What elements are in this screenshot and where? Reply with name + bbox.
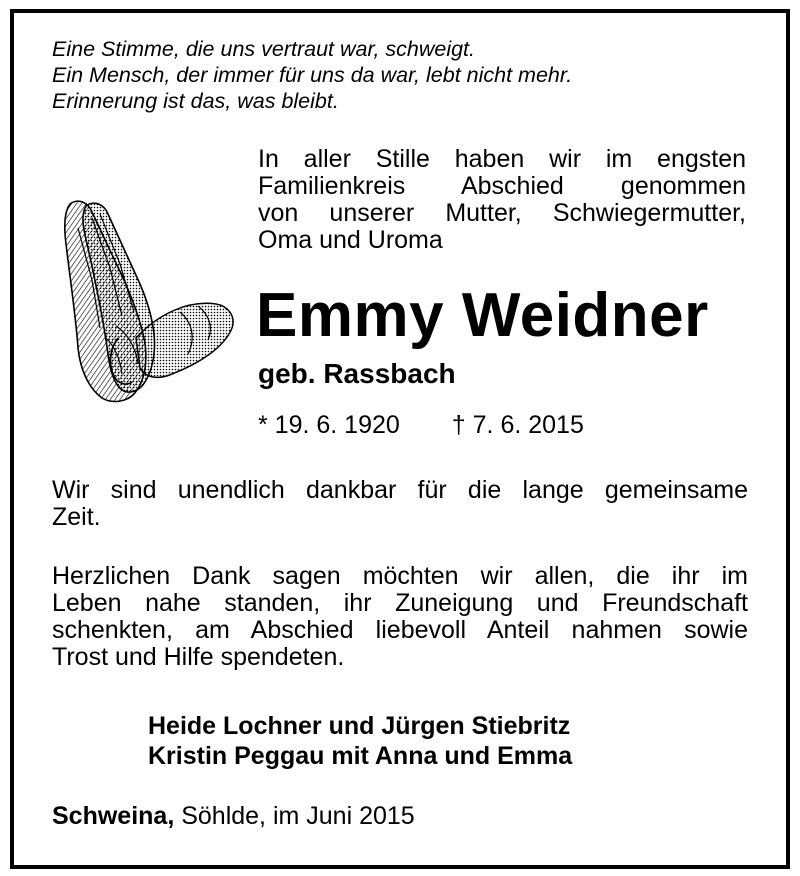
intro-line: Oma und Uroma	[258, 226, 443, 254]
thanks-line: Leben nahe standen, ihr Zuneigung und Freundschaft	[52, 589, 748, 617]
place-town: Schweina,	[52, 802, 175, 830]
place-rest: Söhlde, im Juni 2015	[174, 802, 415, 830]
thanks-line: Trost und Hilfe spendeten.	[52, 643, 345, 671]
poem-line: Erinnerung ist das, was bleibt.	[52, 89, 339, 113]
birth-name: geb. Rassbach	[258, 358, 456, 389]
deceased-name: Emmy Weidner	[256, 281, 709, 350]
praying-hands-icon	[48, 188, 238, 408]
thanks-line: Herzlichen Dank sagen möchten wir allen, die ihr im	[52, 562, 748, 590]
poem-line: Eine Stimme, die uns vertraut war, schweigt.	[52, 37, 476, 61]
intro-line: Familienkreis Abschied genommen	[258, 172, 746, 200]
death-date: † 7. 6. 2015	[451, 411, 584, 439]
signer-line: Kristin Peggau mit Anna und Emma	[148, 742, 573, 770]
intro-line: von unserer Mutter, Schwiegermutter,	[258, 199, 746, 227]
birth-date: * 19. 6. 1920	[258, 411, 400, 439]
gratitude-paragraph	[52, 477, 748, 531]
intro-line: In aller Stille haben wir im engsten	[258, 145, 746, 173]
life-dates	[258, 410, 584, 440]
poem-line: Ein Mensch, der immer für uns da war, lebt nicht mehr.	[52, 63, 573, 87]
intro-text	[258, 146, 746, 254]
signers	[148, 711, 572, 771]
poem	[52, 36, 572, 114]
signer-line: Heide Lochner und Jürgen Stiebritz	[148, 712, 571, 740]
gratitude-line: Wir sind unendlich dankbar für die lange gemeinsame	[52, 476, 748, 504]
thanks-paragraph	[52, 563, 748, 671]
gratitude-line: Zeit.	[52, 503, 101, 531]
thanks-line: schenkten, am Abschied liebevoll Anteil nahmen sowie	[52, 616, 748, 644]
place-and-date	[52, 801, 415, 831]
